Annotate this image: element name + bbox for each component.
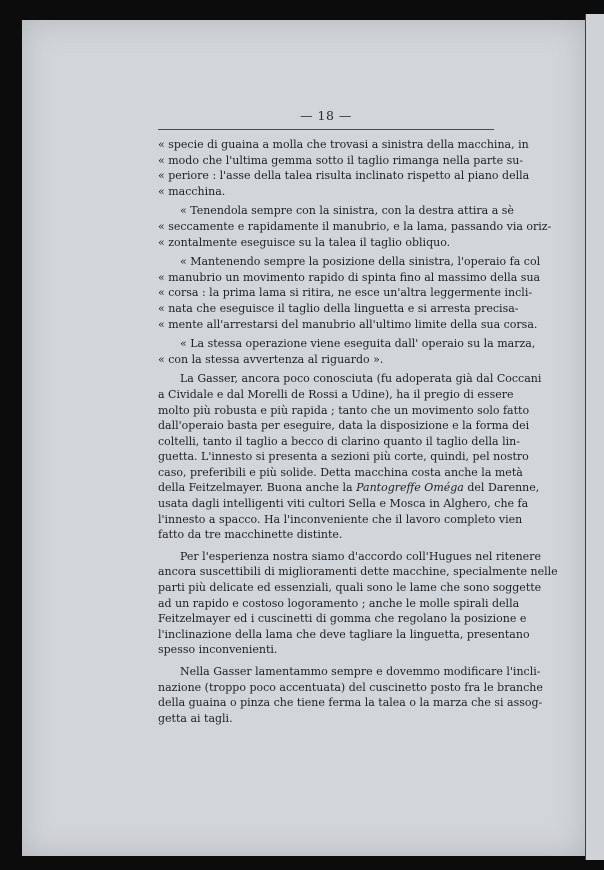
text-line: « macchina.: [158, 184, 226, 198]
text-line: Per l'esperienza nostra siamo d'accordo coll'Hugues nel ritenere: [180, 549, 541, 563]
text-line: fatto da tre macchinette distinte.: [158, 528, 343, 542]
text-line: l'inclinazione della lama che deve tagliare la linguetta, presentano: [158, 627, 530, 641]
page-number: — 18 —: [300, 108, 352, 123]
text-line: usata dagli intelligenti viti cultori Sella e Mosca in Alghero, che fa: [158, 497, 529, 511]
text-line: « modo che l'ultima gemma sotto il taglio rimanga nella parte su-: [158, 153, 524, 167]
text-line: Feitzelmayer ed i cuscinetti di gomma che regolano la posizione e: [158, 612, 527, 626]
text-fragment: della Feitzelmayer. Buona anche la: [158, 481, 357, 495]
page-body: [158, 137, 558, 726]
italic-term: Pantogreffe Oméga: [356, 481, 464, 495]
text-line: « nata che eseguisce il taglio della linguetta e si arresta precisa-: [158, 301, 519, 315]
paragraph-3: [158, 254, 541, 332]
text-line: dall'operaio basta per eseguire, data la disposizione e la forma dei: [158, 419, 530, 433]
text-line: ad un rapido e costoso logoramento ; anche le molle spirali della: [158, 596, 520, 610]
text-line: « con la stessa avvertenza al riguardo ».: [158, 352, 384, 366]
text-line: « corsa : la prima lama si ritira, ne esce un'altra leggermente incli-: [158, 286, 533, 300]
paragraph-2: [158, 203, 552, 250]
text-line: l'innesto a spacco. Ha l'inconveniente che il lavoro completo vien: [158, 512, 523, 526]
text-line: « Mantenendo sempre la posizione della sinistra, l'operaio fa col: [180, 255, 541, 269]
facing-page-edge: [586, 14, 604, 860]
paragraph-6: [158, 549, 558, 658]
text-line: guetta. L'innesto si presenta a sezioni più corte, quindi, pel nostro: [158, 450, 529, 464]
text-line: « Tenendola sempre con la sinistra, con la destra attira a sè: [180, 204, 514, 218]
text-line: nazione (troppo poco accentuata) del cuscinetto posto fra le branche: [158, 680, 543, 694]
text-line: Nella Gasser lamentammo sempre e dovemmo modificare l'incli-: [180, 665, 541, 678]
paragraph-4: [158, 336, 536, 367]
header-rule: [158, 129, 494, 130]
text-line: della guaina o pinza che tiene ferma la talea o la marza che si assog-: [158, 696, 543, 710]
text-fragment: del Darenne,: [463, 481, 540, 495]
text-line: « seccamente e rapidamente il manubrio, e la lama, passando via oriz-: [158, 219, 552, 233]
text-line: coltelli, tanto il taglio a becco di clarino quanto il taglio della lin-: [158, 434, 520, 448]
text-line: « periore : l'asse della talea risulta inclinato rispetto al piano della: [158, 169, 530, 183]
text-line: « zontalmente eseguisce su la talea il taglio obliquo.: [158, 235, 451, 249]
text-line: molto più robusta e più rapida ; tanto che un movimento solo fatto: [158, 403, 530, 417]
paragraph-5: [158, 371, 542, 543]
text-line: La Gasser, ancora poco conosciuta (fu adoperata già dal Coccani: [180, 372, 542, 386]
paragraph-7: [158, 664, 543, 726]
text-line: « mente all'arrestarsi del manubrio all'ultimo limite della sua corsa.: [158, 317, 538, 331]
text-line: « La stessa operazione viene eseguita dall' operaio su la marza,: [180, 337, 536, 351]
text-line-with-italic: [158, 480, 540, 496]
text-line: « specie di guaina a molla che trovasi a sinistra della macchina, in: [158, 138, 529, 151]
paragraph-1: [158, 137, 530, 199]
text-line: caso, preferibili e più solide. Detta macchina costa anche la metà: [158, 465, 523, 479]
text-line: parti più delicate ed essenziali, quali sono le lame che sono soggette: [158, 581, 542, 595]
text-line: « manubrio un movimento rapido di spinta fino al massimo della sua: [158, 270, 541, 284]
text-line: ancora suscettibili di miglioramenti dette macchine, specialmente nelle: [158, 565, 558, 579]
text-line: a Cividale e dal Morelli de Rossi a Udine), ha il pregio di essere: [158, 387, 514, 401]
text-line: getta ai tagli.: [158, 711, 233, 725]
text-line: spesso inconvenienti.: [158, 643, 278, 657]
